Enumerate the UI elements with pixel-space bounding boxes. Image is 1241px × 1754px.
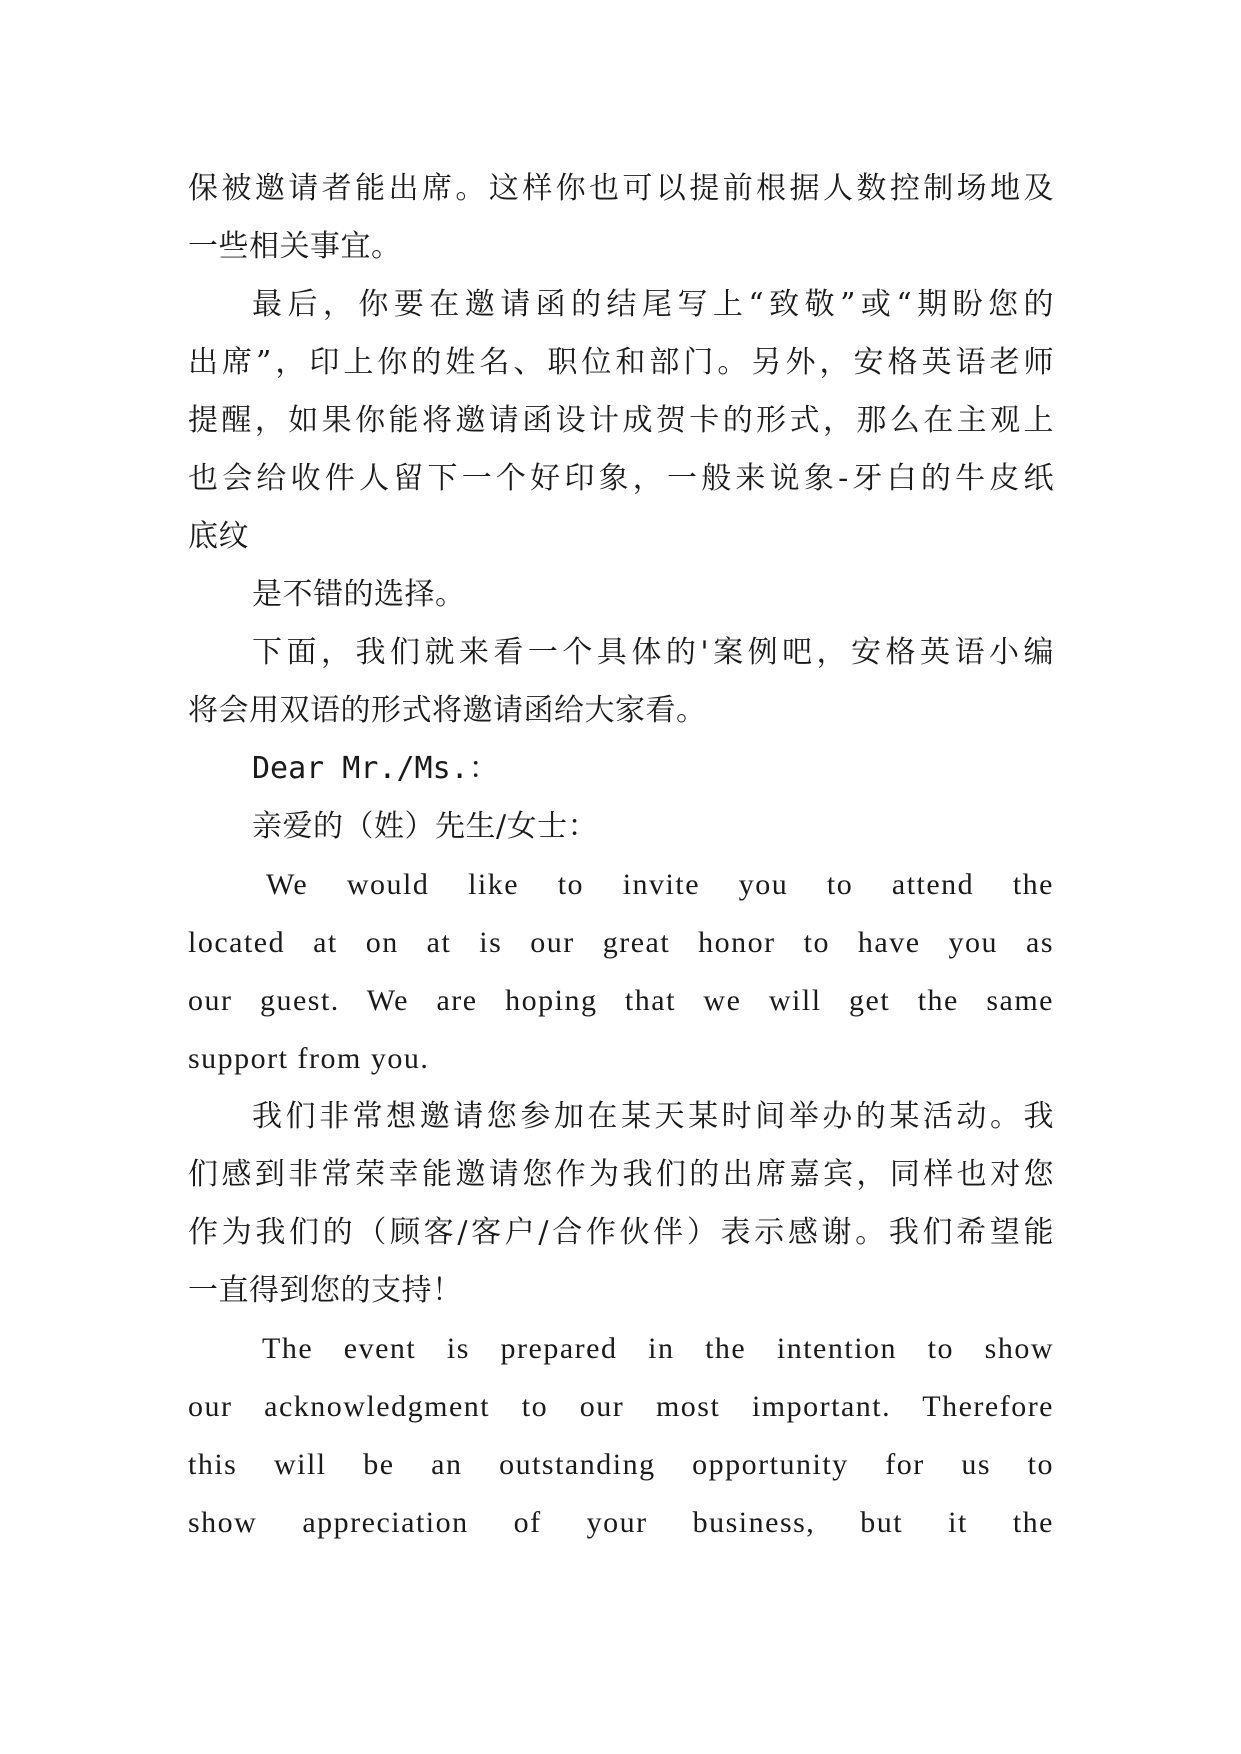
paragraph-line: We would like to invite you to attend the (266, 868, 1054, 901)
document-page (188, 160, 1054, 1552)
paragraph-line: this will be an outstanding opportunity for us to (188, 1448, 1054, 1481)
paragraph-line: 一些相关事宜。 (188, 229, 402, 264)
paragraph-line: 作为我们的（顾客/客户/合作伙伴）表示感谢。我们希望能 (188, 1215, 1054, 1250)
paragraph-line: 是不错的选择。 (252, 577, 466, 612)
paragraph-line: 们感到非常荣幸能邀请您作为我们的出席嘉宾，同样也对您 (188, 1157, 1054, 1192)
paragraph-line: 也会给收件人留下一个好印象，一般来说象-牙白的牛皮纸 (188, 461, 1054, 496)
paragraph-line: 保被邀请者能出席。这样你也可以提前根据人数控制场地及 (188, 171, 1054, 206)
salutation-en: Dear Mr./Ms.： (252, 751, 499, 786)
paragraph-line: 提醒，如果你能将邀请函设计成贺卡的形式，那么在主观上 (188, 403, 1054, 438)
paragraph-line: our acknowledgment to our most important. Therefore (188, 1390, 1054, 1423)
paragraph-line: 出席”，印上你的姓名、职位和部门。另外，安格英语老师 (188, 345, 1054, 380)
paragraph-line: 将会用双语的形式将邀请函给大家看。 (188, 693, 707, 728)
paragraph-line: 底纹 (188, 519, 249, 554)
paragraph-line: 一直得到您的支持！ (188, 1273, 463, 1308)
paragraph-line: located at on at is our great honor to have you as (188, 926, 1054, 959)
paragraph-line: 我们非常想邀请您参加在某天某时间举办的某活动。我 (252, 1099, 1054, 1134)
salutation-zh: 亲爱的（姓）先生/女士： (252, 809, 599, 844)
paragraph-line: our guest. We are hoping that we will get the same (188, 984, 1054, 1017)
paragraph-line: support from you. (188, 1042, 430, 1075)
paragraph-line: 下面，我们就来看一个具体的'案例吧，安格英语小编 (252, 635, 1054, 670)
paragraph-line: 最后，你要在邀请函的结尾写上“致敬”或“期盼您的 (252, 287, 1054, 322)
paragraph-line: The event is prepared in the intention to show (262, 1332, 1054, 1365)
paragraph-line: show appreciation of your business, but it the (188, 1506, 1054, 1539)
